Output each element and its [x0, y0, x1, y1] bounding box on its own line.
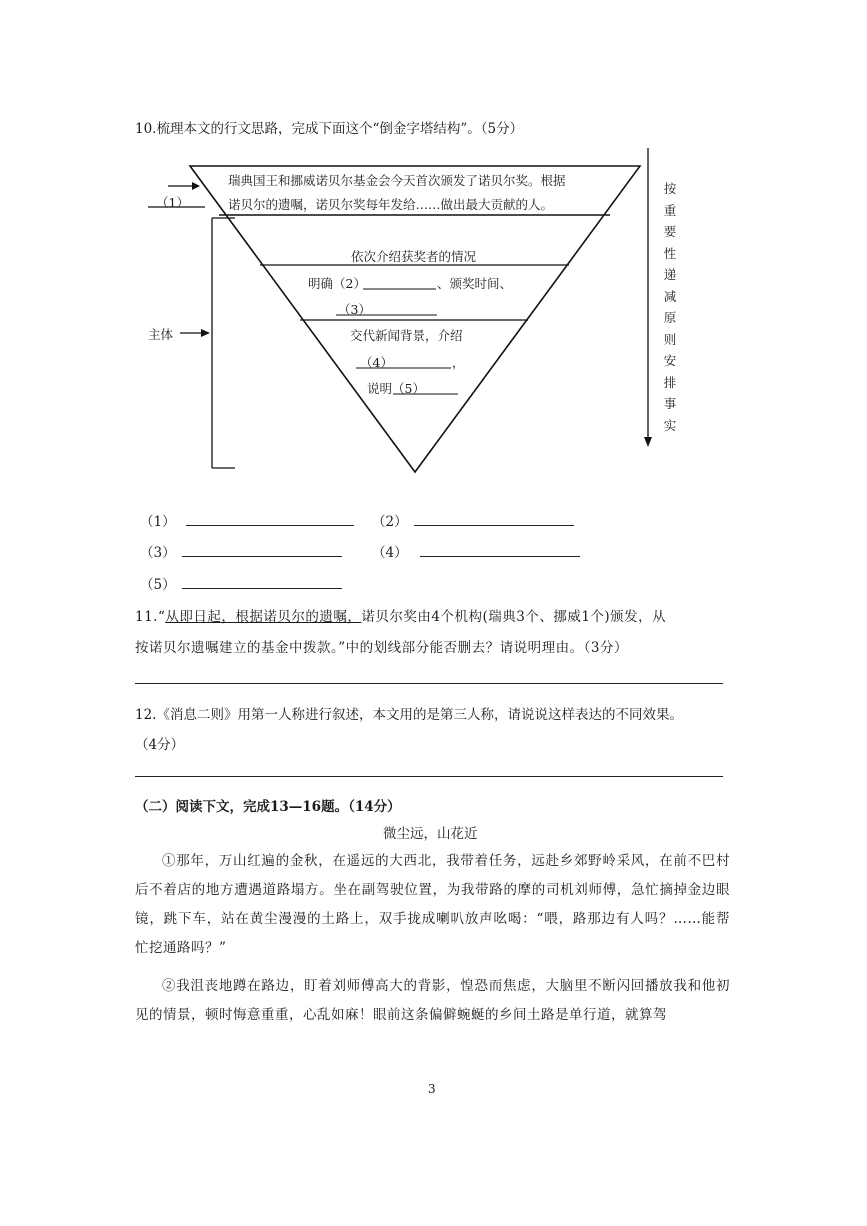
passage-paragraph-1: ①那年，万山红遍的金秋，在遥远的大西北，我带着任务，远赴乡郊野岭采风，在前不巴村后不着店的地方遭遇道路塌方。坐在副驾驶位置，为我带路的摩的司机刘师傅，急忙摘掉金边眼镜，跳下车，站在黄尘漫漫的土路上，双手拢成喇叭放声吆喝：“喂，路那边有人吗？……能帮忙挖通路吗？”	[135, 853, 730, 956]
answer-1[interactable]: （1）	[140, 510, 354, 530]
answer-3-blank[interactable]	[182, 542, 342, 557]
section2-heading: （二）阅读下文，完成13—16题。（14分）	[135, 799, 401, 815]
q12-line2: （4分）	[135, 737, 185, 753]
pyramid-row2-prefix: 明确（2）	[308, 276, 366, 291]
answer-5-blank[interactable]	[182, 574, 342, 589]
pyramid-row6: 说明（5）	[367, 381, 425, 396]
q11-line1: 11.“从即日起，根据诺贝尔的遗嘱，诺贝尔奖由4个机构(瑞典3个、挪威1个)颁发，从	[135, 609, 667, 625]
pyramid-row3: （3）	[338, 302, 371, 317]
label-body: 主体	[148, 327, 174, 342]
pyramid-row5-suffix: ，	[452, 355, 465, 370]
importance-arrow-head	[644, 437, 652, 447]
answer-3[interactable]: （3）	[140, 541, 342, 561]
q12-answer-line[interactable]	[135, 776, 723, 777]
answer-1-blank[interactable]	[186, 511, 354, 526]
importance-side-text: 按 重 要 性 递 减 原 则 安 排 事 实	[663, 181, 677, 433]
body-arrow-head	[201, 329, 210, 337]
passage-title: 微尘远，山花近	[383, 826, 478, 842]
answer-4[interactable]: （4）	[372, 541, 580, 561]
page-number: 3	[428, 1082, 436, 1096]
q11-answer-line[interactable]	[135, 683, 723, 684]
lead-arrow-head	[192, 182, 200, 190]
q10-stem: 10.梳理本文的行文思路，完成下面这个“倒金字塔结构”。（5分）	[135, 121, 524, 137]
q12-line1: 12.《消息二则》用第一人称进行叙述，本文用的是第三人称，请说说这样表达的不同效果。	[135, 707, 683, 723]
answer-4-blank[interactable]	[420, 542, 580, 557]
q11-line2: 按诺贝尔遗嘱建立的基金中拨款。”中的划线部分能否删去？请说明理由。（3分）	[135, 640, 628, 656]
answer-2[interactable]: （2）	[372, 510, 574, 530]
answer-2-blank[interactable]	[414, 511, 574, 526]
pyramid-lead-line2: 诺贝尔的遗嘱，诺贝尔奖每年发给……做出最大贡献的人。	[228, 197, 554, 212]
label-1: （1）	[156, 195, 189, 210]
pyramid-row1: 依次介绍获奖者的情况	[351, 249, 477, 264]
passage-paragraph-2: ②我沮丧地蹲在路边，盯着刘师傅高大的背影，惶恐而焦虑，大脑里不断闪回播放我和他初见的情景，顿时悔意重重，心乱如麻！眼前这条偏僻蜿蜒的乡间土路是单行道，就算驾	[135, 978, 730, 1023]
q11-underlined-text: 从即日起，根据诺贝尔的遗嘱，	[165, 609, 362, 625]
pyramid-row5: （4）	[360, 355, 393, 370]
pyramid-lead-line1: 瑞典国王和挪威诺贝尔基金会今天首次颁发了诺贝尔奖。根据	[228, 173, 566, 188]
pyramid-row2-suffix: 、颁奖时间、	[437, 276, 513, 291]
answer-5[interactable]: （5）	[140, 573, 342, 593]
pyramid-row4: 交代新闻背景，介绍	[350, 328, 463, 343]
